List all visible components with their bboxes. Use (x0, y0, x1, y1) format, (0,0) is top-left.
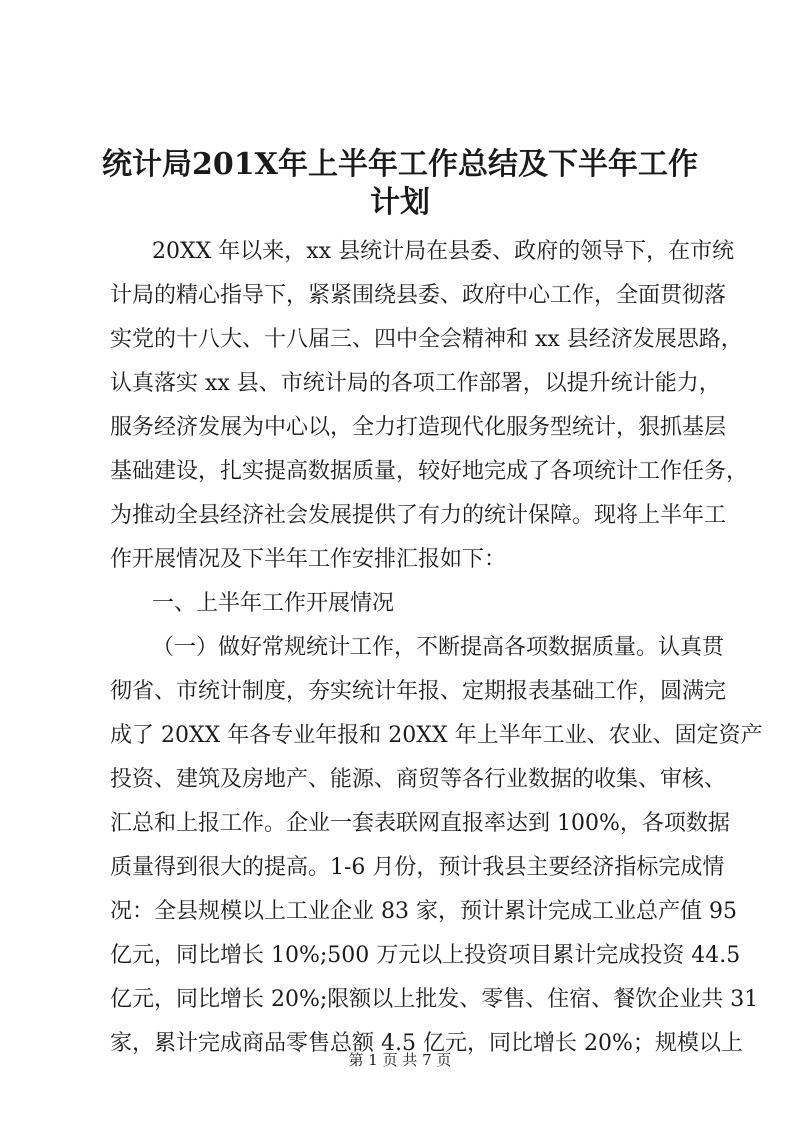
body-line: 投资、建筑及房地产、能源、商贸等各行业数据的收集、审核、 (110, 767, 727, 792)
body-line: 20XX 年以来，xx 县统计局在县委、政府的领导下，在市统 (152, 239, 735, 264)
body-line: 成了 20XX 年各专业年报和 20XX 年上半年工业、农业、固定资产 (110, 723, 763, 748)
section-heading: 一、上半年工作开展情况 (152, 591, 395, 616)
body-line: 基础建设，扎实提高数据质量，较好地完成了各项统计工作任务， (110, 459, 749, 484)
body-line: 作开展情况及下半年工作安排汇报如下： (110, 547, 507, 572)
body-line: 计局的精心指导下，紧紧围绕县委、政府中心工作，全面贯彻落 (110, 283, 727, 308)
document-title-line-1: 统计局201X年上半年工作总结及下半年工作 (102, 147, 698, 182)
body-line: （一）做好常规统计工作，不断提高各项数据质量。认真贯 (152, 635, 725, 660)
body-line: 亿元，同比增长 10%;500 万元以上投资项目累计完成投资 44.5 (110, 943, 741, 968)
body-line: 况：全县规模以上工业企业 83 家，预计累计完成工业总产值 95 (110, 899, 737, 924)
body-line: 质量得到很大的提高。1-6 月份，预计我县主要经济指标完成情 (110, 855, 725, 880)
document-title-line-2: 计划 (370, 185, 430, 220)
body-line: 实党的十八大、十八届三、四中全会精神和 xx 县经济发展思路， (110, 327, 743, 352)
body-line: 为推动全县经济社会发展提供了有力的统计保障。现将上半年工 (110, 503, 727, 528)
body-line: 服务经济发展为中心以，全力打造现代化服务型统计，狠抓基层 (110, 415, 727, 440)
body-line: 亿元，同比增长 20%;限额以上批发、零售、住宿、餐饮企业共 31 (110, 987, 759, 1012)
body-line: 彻省、市统计制度，夯实统计年报、定期报表基础工作，圆满完 (110, 679, 727, 704)
body-line: 认真落实 xx 县、市统计局的各项工作部署，以提升统计能力， (110, 371, 721, 396)
page-footer: 第 1 页 共 7 页 (348, 1051, 452, 1069)
body-line: 家，累计完成商品零售总额 4.5 亿元，同比增长 20%；规模以上 (110, 1031, 743, 1056)
body-line: 汇总和上报工作。企业一套表联网直报率达到 100%，各项数据 (110, 811, 730, 836)
